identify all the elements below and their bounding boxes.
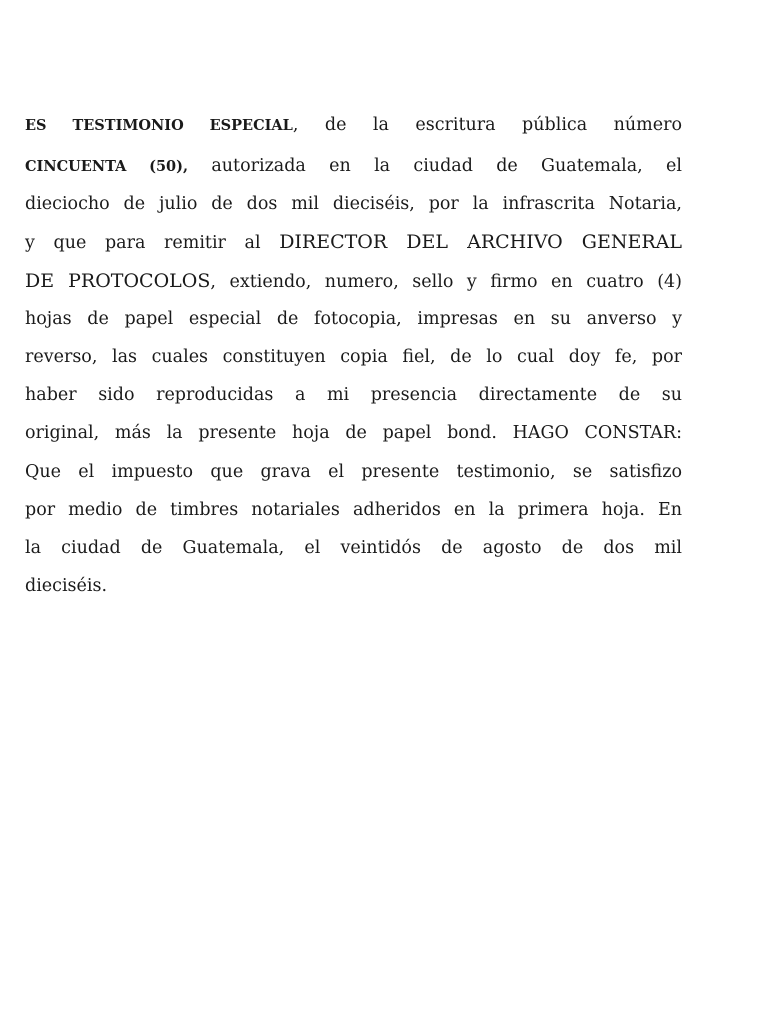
line-text: dieciséis.: [25, 576, 108, 597]
text-line-6: [25, 300, 682, 338]
document-page: [25, 104, 682, 605]
line-text: y que para remitir al: [25, 233, 280, 254]
text-line-11: [25, 491, 682, 529]
line-text: autorizada en la ciudad de Guatemala, el: [188, 156, 682, 176]
text-line-4: [25, 223, 682, 261]
recipient-title: DIRECTOR DEL ARCHIVO GENERAL: [279, 231, 682, 254]
text-line-9: [25, 414, 682, 452]
text-line-13: [25, 567, 682, 605]
line-text: la ciudad de Guatemala, el veintidós de agosto de dos mil: [25, 537, 682, 558]
line-text: original, más la presente hoja de papel bond. HAGO CONSTAR:: [25, 423, 682, 444]
line-text: por medio de timbres notariales adheridos en la primera hoja. En: [25, 499, 682, 520]
text-line-7: [25, 338, 682, 376]
line-text: haber sido reproducidas a mi presencia directamente de su: [25, 385, 682, 406]
text-line-1: [25, 104, 682, 147]
line-text: dieciocho de julio de dos mil dieciséis, por la infrascrita Notaria,: [25, 194, 682, 215]
line-text: , extiendo, numero, sello y firmo en cuatro (4): [210, 271, 683, 292]
text-line-8: [25, 376, 682, 414]
bold-number: CINCUENTA (50),: [25, 158, 189, 175]
line-text: Que el impuesto que grava el presente testimonio, se satisfizo: [25, 461, 682, 482]
text-line-3: [25, 185, 682, 223]
recipient-title-cont: DE PROTOCOLOS: [25, 269, 211, 292]
line-text: , de la escritura pública número: [292, 115, 682, 135]
text-line-10: [25, 453, 682, 491]
bold-heading: ES TESTIMONIO ESPECIAL: [25, 117, 293, 134]
text-line-5: [25, 262, 682, 300]
text-line-2: [25, 147, 682, 185]
line-text: reverso, las cuales constituyen copia fiel, de lo cual doy fe, por: [25, 346, 682, 367]
text-line-12: [25, 529, 682, 567]
line-text: hojas de papel especial de fotocopia, impresas en su anverso y: [25, 308, 682, 329]
